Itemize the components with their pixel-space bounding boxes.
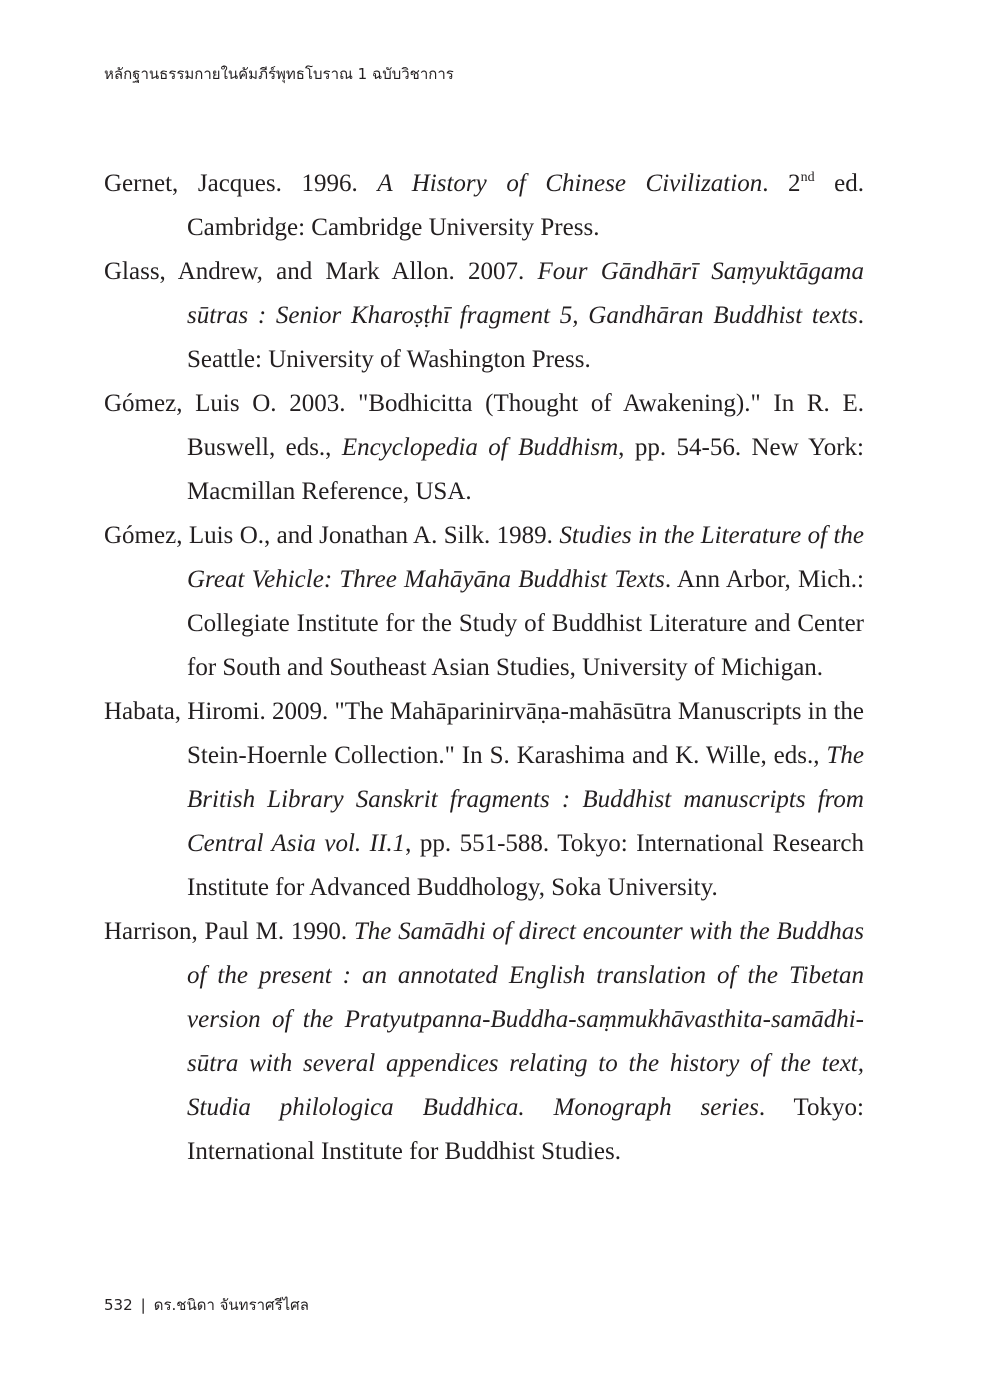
page-number: 532 — [104, 1296, 133, 1314]
entry-text: . Seattle: University of Washington Press. — [187, 302, 864, 373]
bibliography-entry — [104, 514, 864, 690]
entry-title-italic: Encyclopedia of Buddhism — [341, 434, 619, 461]
entry-text: Gómez, Luis O. 2003. "Bodhicitta (Thought of Awakening)." In R. E. Buswell, eds., — [104, 390, 864, 461]
entry-text: . Ann Arbor, Mich.: Collegiate Institute for the Study of Buddhist Literature and Center for South and Southeast Asian Studies, University of Michigan. — [187, 566, 865, 681]
bibliography-list — [104, 162, 864, 1174]
entry-text: ed. Cambridge: Cambridge University Press. — [187, 170, 865, 241]
entry-text: . 2 — [762, 170, 801, 197]
footer-separator: | — [140, 1296, 146, 1314]
entry-text: Gómez, Luis O., and Jonathan A. Silk. 1989. — [104, 522, 560, 549]
bibliography-entry — [104, 910, 864, 1174]
entry-title-italic: Studies in the Literature of the Great Vehicle: Three Mahāyāna Buddhist Texts — [187, 522, 864, 593]
bibliography-entry — [104, 162, 864, 250]
entry-title-italic: Four Gāndhārī Saṃyuktāgama sūtras : Senior Kharoṣṭhī fragment 5, Gandhāran Buddhist texts — [187, 258, 864, 329]
entry-text: Harrison, Paul M. 1990. — [104, 918, 354, 945]
bibliography-entry — [104, 690, 864, 910]
running-header: หลักฐานธรรมกายในคัมภีร์พุทธโบราณ 1 ฉบับวิชาการ — [104, 65, 454, 83]
entry-text: Habata, Hiromi. 2009. "The Mahāparinirvāṇa-mahāsūtra Manuscripts in the Stein-Hoernle Collection." In S. Karashima and K. Wille, eds., — [104, 698, 864, 769]
entry-title-italic: The British Library Sanskrit fragments : Buddhist manuscripts from Central Asia vol. II.1 — [187, 742, 864, 857]
footer-author: ดร.ชนิดา จันทราศรีไศล — [153, 1296, 309, 1314]
bibliography-entry — [104, 250, 864, 382]
entry-title-italic: The Samādhi of direct encounter with the Buddhas of the present : an annotated English translation of the Tibetan version of the Pratyutpanna-Buddha-saṃmukhāvasthita-samādhi-sūtra with several appendices relating to the history of the text, Studia philologica Buddhica. Monograph series — [187, 918, 865, 1121]
entry-text: Glass, Andrew, and Mark Allon. 2007. — [104, 258, 538, 285]
page-footer — [104, 1293, 309, 1317]
entry-superscript: nd — [800, 170, 815, 185]
entry-text: , pp. 551-588. Tokyo: International Research Institute for Advanced Buddhology, Soka University. — [187, 830, 864, 901]
entry-title-italic: A History of Chinese Civilization — [377, 170, 763, 197]
entry-text: . Tokyo: International Institute for Buddhist Studies. — [187, 1094, 864, 1165]
entry-text: Gernet, Jacques. 1996. — [104, 170, 378, 197]
bibliography-entry — [104, 382, 864, 514]
entry-text: , pp. 54-56. New York: Macmillan Reference, USA. — [187, 434, 864, 505]
